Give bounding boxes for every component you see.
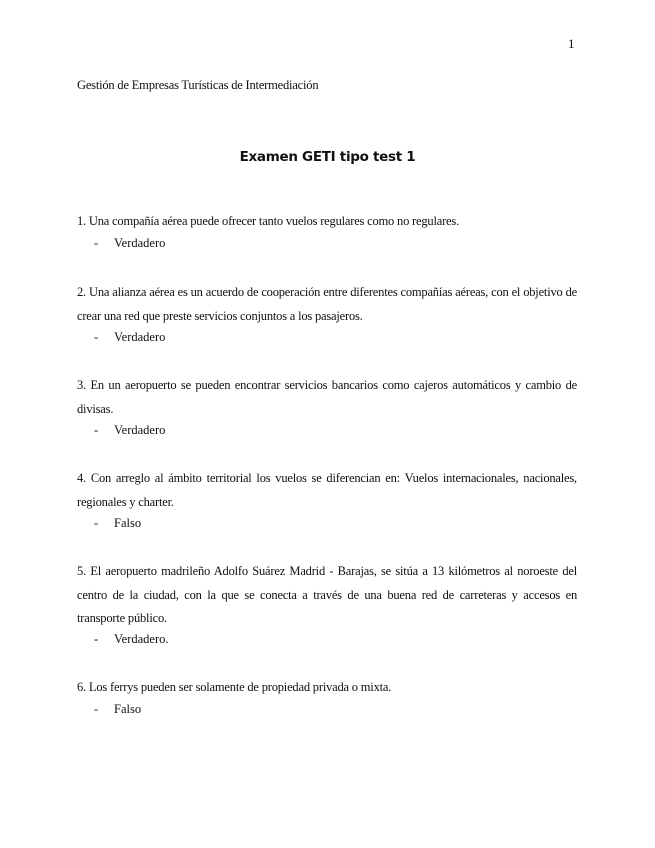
answer-text: Verdadero: [114, 423, 166, 437]
bullet-dash: -: [94, 330, 99, 344]
page-title: Examen GETI tipo test 1: [239, 149, 416, 165]
question-2: 2. Una alianza aérea es un acuerdo de cooperación entre diferentes compañías aéreas, con el objetivo de crear una red que preste servicios conjuntos a los pasajeros.: [77, 285, 577, 323]
answer-text: Falso: [114, 702, 142, 716]
bullet-dash: -: [94, 423, 99, 437]
answer-6: [94, 702, 141, 717]
answer-text: Verdadero: [114, 330, 166, 344]
page-number: 1: [568, 36, 575, 51]
question-1: 1. Una compañía aérea puede ofrecer tanto vuelos regulares como no regulares.: [77, 214, 459, 228]
answer-text: Verdadero: [114, 236, 166, 250]
answer-text: Falso: [114, 516, 142, 530]
answer-text: Verdadero.: [114, 632, 169, 646]
question-4: 4. Con arreglo al ámbito territorial los vuelos se diferencian en: Vuelos internacionales, nacionales, regionales y charter.: [77, 471, 577, 509]
answer-4: [94, 516, 141, 531]
answer-5: [94, 632, 169, 647]
question-3: 3. En un aeropuerto se pueden encontrar servicios bancarios como cajeros automáticos y cambio de divisas.: [77, 378, 577, 416]
bullet-dash: -: [94, 702, 99, 716]
bullet-dash: -: [94, 632, 99, 646]
answer-1: [94, 236, 165, 251]
bullet-dash: -: [94, 236, 99, 250]
question-5: 5. El aeropuerto madrileño Adolfo Suárez Madrid - Barajas, se sitúa a 13 kilómetros al noroeste del centro de la ciudad, con la que se conecta a través de una buena red de carreteras y accesos en transporte público.: [77, 564, 577, 625]
question-6: 6. Los ferrys pueden ser solamente de propiedad privada o mixta.: [77, 680, 392, 694]
bullet-dash: -: [94, 516, 99, 530]
document-header: Gestión de Empresas Turísticas de Intermediación: [77, 78, 319, 92]
answer-2: [94, 330, 165, 345]
answer-3: [94, 423, 165, 438]
